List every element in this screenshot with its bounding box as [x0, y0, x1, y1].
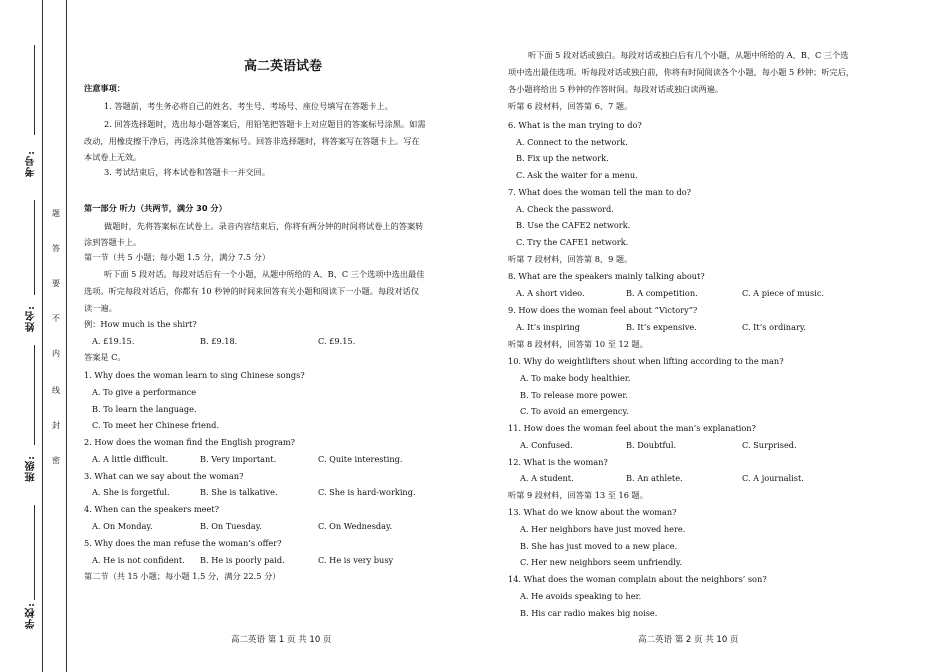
option: C. To meet her Chinese friend. [92, 420, 219, 430]
binding-line [42, 0, 43, 672]
option: B. It’s expensive. [626, 322, 697, 332]
option: B. To learn the language. [92, 404, 197, 414]
option: B. A competition. [626, 288, 698, 298]
question: 5. Why does the man refuse the woman’s offer? [84, 538, 282, 548]
material-heading: 听第 6 段材料，回答第 6、7 题。 [508, 101, 633, 111]
option: A. A short video. [516, 288, 585, 298]
example-answer: 答案是 C。 [84, 352, 126, 362]
option: C. He is very busy [318, 555, 394, 565]
seal-char: 答 [52, 244, 60, 253]
notice-line: 1. 答题前，考生务必将自己的姓名、考生号、考场号、座位号填写在答题卡上。 [104, 101, 393, 111]
class-blank [34, 345, 35, 445]
option: A. He avoids speaking to her. [520, 591, 642, 601]
option: B. She has just moved to a new place. [520, 541, 678, 551]
option: B. On Tuesday. [200, 521, 262, 531]
section2-intro: 听下面 5 段对话或独白。每段对话或独白后有几个小题，从题中所给的 A、B、C 三个选 [528, 50, 849, 60]
option: C. To avoid an emergency. [520, 406, 629, 416]
material-heading: 听第 9 段材料，回答第 13 至 16 题。 [508, 490, 648, 500]
notice-heading: 注意事项： [84, 83, 125, 93]
seal-char: 线 [52, 386, 60, 395]
section1-intro: 读一遍。 [84, 303, 117, 313]
option: A. He is not confident. [92, 555, 185, 565]
option: C. It’s ordinary. [742, 322, 807, 332]
part1-intro: 做题时，先将答案标在试卷上。录音内容结束后，你将有两分钟的时间将试卷上的答案转 [104, 221, 424, 231]
seal-char: 密 [52, 456, 60, 465]
option: C. A piece of music. [742, 288, 825, 298]
question: 8. What are the speakers mainly talking about? [508, 271, 705, 281]
question: 1. Why does the woman learn to sing Chinese songs? [84, 370, 305, 380]
option: C. Ask the waiter for a menu. [516, 170, 638, 180]
question: 11. How does the woman feel about the man’s explanation? [508, 423, 756, 433]
option: C. Her new neighbors seem unfriendly. [520, 557, 683, 567]
option: B. £9.18. [200, 336, 238, 346]
notice-line: 2. 回答选择题时，选出每小题答案后，用铅笔把答题卡上对应题目的答案标号涂黑。如需 [104, 119, 426, 129]
seal-char: 内 [52, 349, 60, 358]
material-heading: 听第 7 段材料，回答第 8、9 题。 [508, 254, 633, 264]
option: B. To release more power. [520, 390, 629, 400]
page-title: 高二英语试卷 [244, 59, 323, 74]
seal-char: 封 [52, 421, 60, 430]
seal-char: 题 [52, 209, 60, 218]
question: 12. What is the woman? [508, 457, 608, 467]
section1-intro: 选项。听完每段对话后，你都有 10 秒钟的时间来回答有关小题和阅读下一小题。每段对话仅 [84, 286, 419, 296]
option: C. £9.15. [318, 336, 356, 346]
question: 13. What do we know about the woman? [508, 507, 677, 517]
school-blank [34, 505, 35, 600]
section2-intro: 项中选出最佳选项。听每段对话或独白前，你将有时间阅读各个小题，每小题 5 秒钟；听完后， [508, 67, 855, 77]
option: C. She is hard-working. [318, 487, 416, 497]
option: C. A journalist. [742, 473, 804, 483]
option: B. Fix up the network. [516, 153, 609, 163]
part1-heading: 第一部分 听力（共两节，满分 30 分） [84, 203, 227, 213]
option: A. Her neighbors have just moved here. [520, 524, 686, 534]
option: A. On Monday. [92, 521, 153, 531]
seal-char: 要 [52, 279, 60, 288]
option: C. Try the CAFE1 network. [516, 237, 629, 247]
exam-no-label: 考号: [26, 150, 37, 177]
question: 14. What does the woman complain about the neighbors’ son? [508, 574, 767, 584]
option: A. A little difficult. [92, 454, 169, 464]
example-question: 例：How much is the shirt? [84, 319, 197, 329]
option: A. £19.15. [92, 336, 135, 346]
part1-intro: 涂到答题卡上。 [84, 237, 142, 247]
section2-heading: 第二节（共 15 小题；每小题 1.5 分，满分 22.5 分） [84, 571, 281, 581]
option: A. She is forgetful. [92, 487, 170, 497]
notice-line: 改动，用橡皮擦干净后，再选涂其他答案标号。回答非选择题时，将答案写在答题卡上。写在 [84, 136, 420, 146]
notice-line: 3. 考试结束后，将本试卷和答题卡一并交回。 [104, 167, 270, 177]
material-heading: 听第 8 段材料，回答第 10 至 12 题。 [508, 339, 648, 349]
option: B. Doubtful. [626, 440, 677, 450]
option: C. Surprised. [742, 440, 797, 450]
option: B. Very important. [200, 454, 277, 464]
option: A. A student. [520, 473, 574, 483]
school-label: 学校: [26, 602, 37, 629]
page-footer: 高二英语 第 1 页 共 10 页 [231, 635, 332, 645]
binding-margin [0, 0, 70, 672]
page-footer: 高二英语 第 2 页 共 10 页 [638, 635, 739, 645]
class-label: 班级: [26, 455, 37, 482]
exam-no-blank [34, 45, 35, 135]
option: B. An athlete. [626, 473, 683, 483]
option: A. Check the password. [516, 204, 614, 214]
option: B. His car radio makes big noise. [520, 608, 658, 618]
option: A. Connect to the network. [516, 137, 628, 147]
option: C. Quite interesting. [318, 454, 403, 464]
name-blank [34, 200, 35, 295]
section1-intro: 听下面 5 段对话。每段对话后有一个小题，从题中所给的 A、B、C 三个选项中选出最佳 [104, 269, 425, 279]
name-label: 姓名: [26, 305, 37, 332]
option: A. To give a performance [92, 387, 197, 397]
option: C. On Wednesday. [318, 521, 393, 531]
question: 6. What is the man trying to do? [508, 120, 642, 130]
question: 3. What can we say about the woman? [84, 471, 244, 481]
notice-line: 本试卷上无效。 [84, 152, 142, 162]
seal-char: 不 [52, 314, 60, 323]
option: B. She is talkative. [200, 487, 278, 497]
option: A. It’s inspiring [516, 322, 581, 332]
section2-intro: 各小题将给出 5 秒钟的作答时间。每段对话或独白读两遍。 [508, 84, 724, 94]
question: 10. Why do weightlifters shout when lifting according to the man? [508, 356, 784, 366]
question: 2. How does the woman find the English program? [84, 437, 296, 447]
option: B. He is poorly paid. [200, 555, 285, 565]
question: 4. When can the speakers meet? [84, 504, 220, 514]
option: B. Use the CAFE2 network. [516, 220, 631, 230]
option: A. To make body healthier. [520, 373, 631, 383]
seal-line [66, 0, 67, 672]
section1-heading: 第一节（共 5 小题；每小题 1.5 分，满分 7.5 分） [84, 252, 271, 262]
question: 7. What does the woman tell the man to do? [508, 187, 692, 197]
option: A. Confused. [520, 440, 573, 450]
question: 9. How does the woman feel about “Victory”? [508, 305, 698, 315]
